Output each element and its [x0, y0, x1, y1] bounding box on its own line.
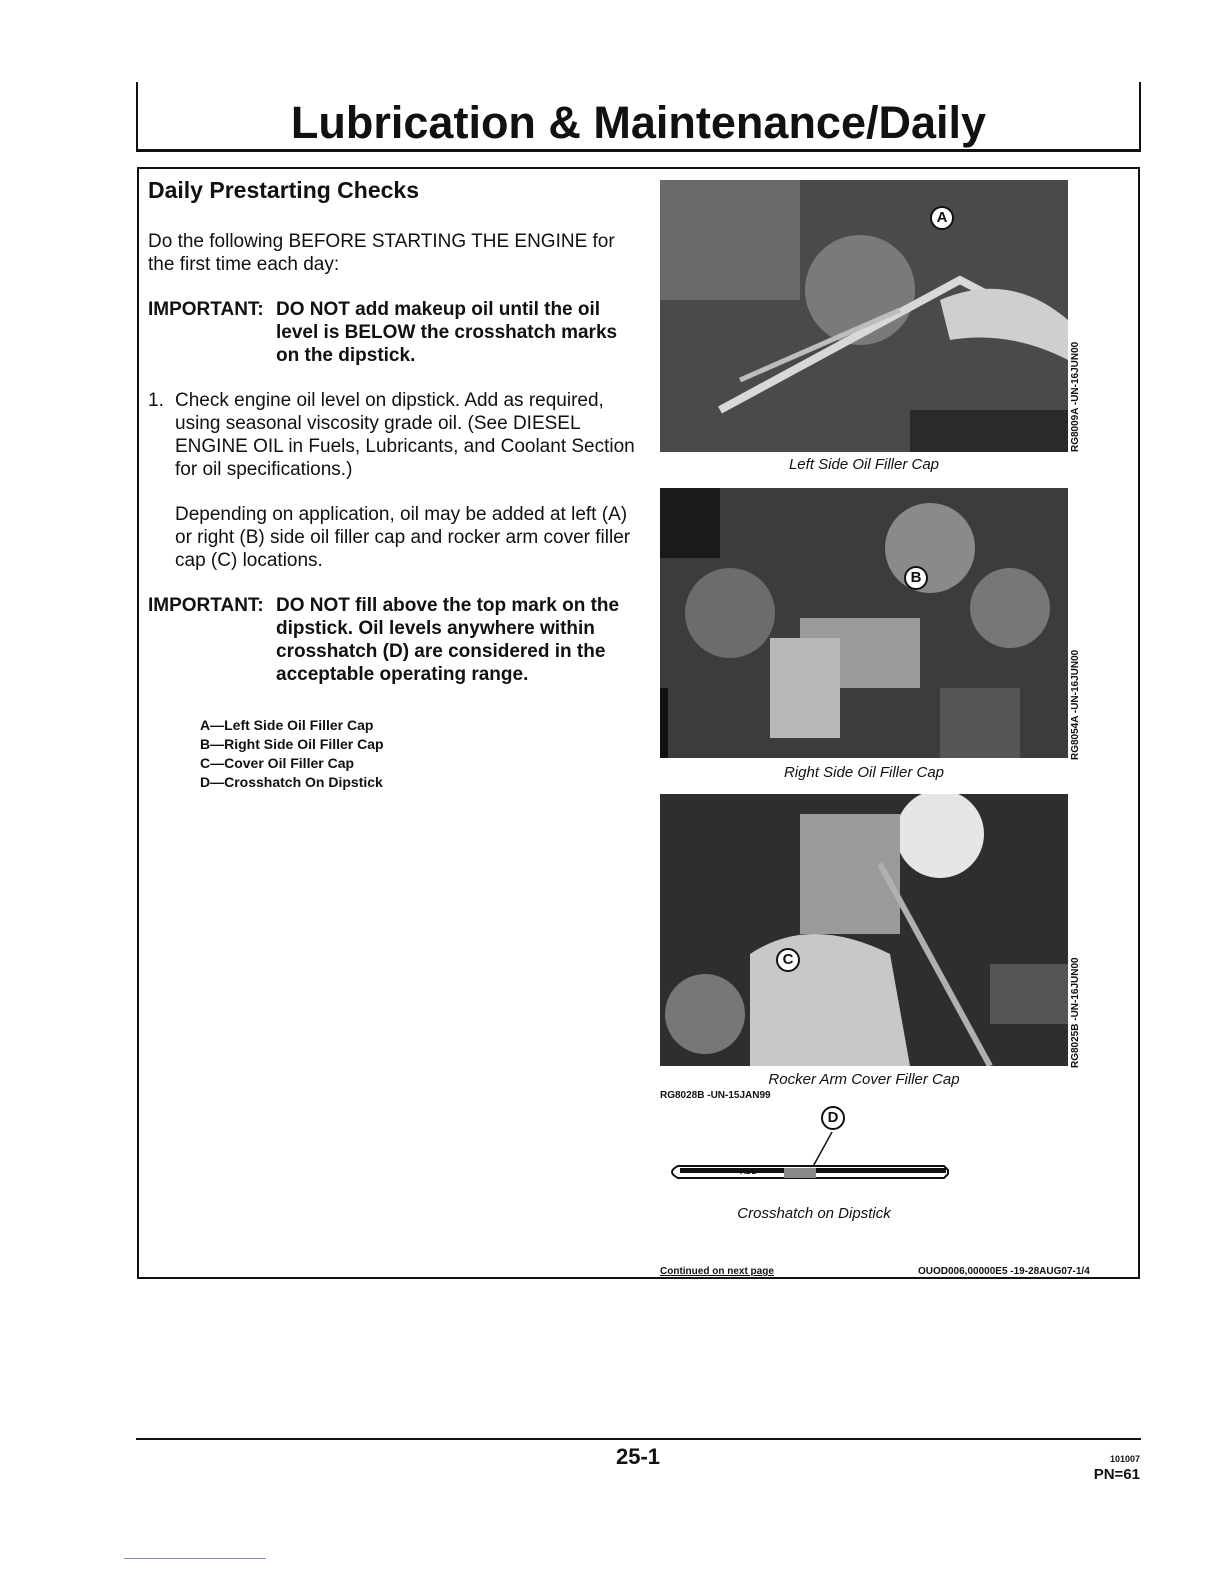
photo-id-label: RG8009A -UN-16JUN00 — [1070, 341, 1081, 452]
continued-note: Continued on next page — [660, 1266, 774, 1277]
left-side-oil-filler-cap-photo — [660, 180, 1068, 452]
figure-caption: Rocker Arm Cover Filler Cap — [768, 1071, 960, 1088]
section-heading: Daily Prestarting Checks — [148, 177, 420, 203]
figure-caption: Right Side Oil Filler Cap — [783, 764, 945, 781]
engine-photo-art — [660, 488, 1068, 758]
title-underline — [136, 149, 1141, 152]
photo-id-label: RG8054A -UN-16JUN00 — [1070, 649, 1081, 760]
page-footer-rule — [136, 1438, 1141, 1440]
step-1-note: Depending on application, oil may be added at left (A) or right (B) side oil filler cap and rocker arm cover filler cap (C) locations. — [175, 504, 631, 571]
intro-paragraph: Do the following BEFORE STARTING THE ENGINE for the first time each day: — [148, 231, 615, 275]
callout-b: B — [904, 566, 928, 590]
link-underline — [124, 1558, 266, 1559]
rocker-arm-cover-filler-cap-photo — [660, 794, 1068, 1066]
dipstick-diagram — [660, 1120, 960, 1190]
instructions-column — [148, 176, 643, 792]
dipstick-add-label: ADD — [740, 1167, 758, 1176]
important-note-2 — [148, 594, 643, 686]
callout-a: A — [930, 206, 954, 230]
callout-legend — [200, 716, 643, 792]
page-title: Lubrication & Maintenance/Daily — [290, 97, 987, 148]
callout-c: C — [776, 948, 800, 972]
right-side-oil-filler-cap-photo — [660, 488, 1068, 758]
photo-id-label: RG8028B -UN-15JAN99 — [660, 1090, 771, 1101]
page-number: 25-1 — [615, 1444, 661, 1469]
legend-item: B—Right Side Oil Filler Cap — [200, 736, 384, 752]
pn-number: PN=61 — [1093, 1466, 1140, 1483]
photo-id-label: RG8025B -UN-16JUN00 — [1070, 957, 1081, 1068]
important-text: DO NOT add makeup oil until the oil level is BELOW the crosshatch marks on the dipstick. — [276, 299, 618, 366]
engine-photo-art — [660, 794, 1068, 1066]
figure-caption: Crosshatch on Dipstick — [737, 1205, 891, 1222]
step-1 — [148, 389, 643, 481]
important-label: IMPORTANT: — [148, 299, 264, 320]
callout-d: D — [821, 1106, 845, 1130]
figure-caption: Left Side Oil Filler Cap — [788, 456, 940, 473]
step-text: Check engine oil level on dipstick. Add as required, using seasonal viscosity grade oil. (See DIESEL ENGINE OIL in Fuels, Lubricants, and Coolant Section for oil specifications.) — [175, 390, 635, 480]
engine-photo-art — [660, 180, 1068, 452]
step-number: 1. — [148, 390, 164, 411]
important-label: IMPORTANT: — [148, 595, 264, 616]
legend-item: C—Cover Oil Filler Cap — [200, 755, 355, 771]
legend-item: A—Left Side Oil Filler Cap — [200, 717, 374, 733]
important-text: DO NOT fill above the top mark on the dipstick. Oil levels anywhere within crosshatch (D) are considered in the acceptable operating range. — [276, 595, 620, 685]
revision-code: 101007 — [1109, 1454, 1140, 1464]
legend-item: D—Crosshatch On Dipstick — [200, 774, 383, 790]
important-note-1 — [148, 298, 643, 367]
document-code: OUOD006,00000E5 -19-28AUG07-1/4 — [918, 1266, 1090, 1277]
